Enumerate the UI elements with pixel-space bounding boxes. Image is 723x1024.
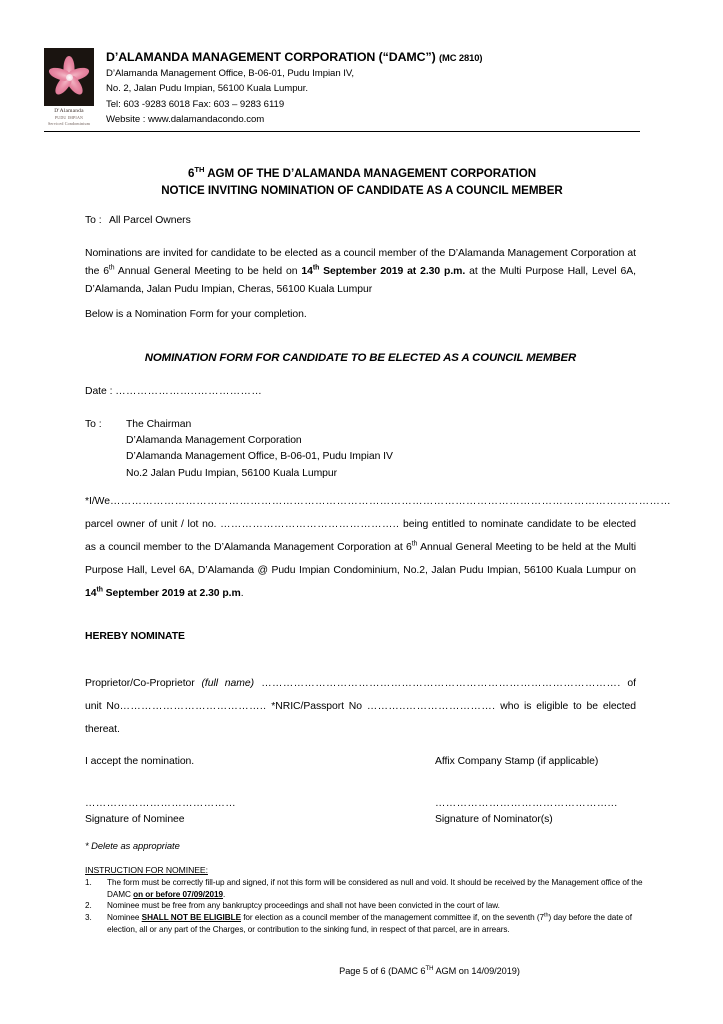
instruction-0-b: . [223,889,226,899]
declaration-meeting-day: 14 [85,587,97,599]
below-note: Below is a Nomination Form for your completion. [85,309,307,320]
address-line-2: No. 2, Jalan Pudu Impian, 56100 Kuala Lumpur. [106,83,309,95]
instruction-0-deadline: on or before 07/09/2019 [133,889,224,899]
website-line: Website : www.dalamandacondo.com [106,114,265,126]
declaration-name-field[interactable]: ………………………………………………………………………………………………………………………………………… [109,496,672,507]
notice-paragraph [85,245,636,299]
instructions-list [85,877,662,935]
title-line-1-rest: AGM OF THE D’ALAMANDA MANAGEMENT CORPORATION [204,167,537,180]
form-to-line-2: D’Alamanda Management Office, B-06-01, Pudu Impian IV [126,451,393,463]
instruction-0-a: The form must be correctly fill-up and signed, if not this form will be considered as null and void. It should be received by the Management office of the DAMC [107,878,643,899]
instruction-2-c: ) day before the date of election, all or any part of the Charges, or contribution to the sinking fund, in respect of that parcel, are in arrears. [107,912,632,934]
instruction-2-b: for election as a council member of the management committee if, on the seventh (7 [240,912,545,922]
page-footer [0,966,723,976]
date-label: Date : [85,386,116,397]
footer-post: AGM on 14/09/2019) [433,966,520,976]
notice-meeting-day: 14 [301,265,313,277]
date-field[interactable] [85,386,262,397]
addressee-value: All Parcel Owners [109,215,191,226]
logo-subtitle: PUDU IMPIAN [54,115,84,121]
letterhead-text [106,48,640,128]
instruction-text [107,900,662,912]
addressee [85,215,191,226]
instruction-number: 2. [85,901,92,911]
footer-pre: Page 5 of 6 (DAMC 6 [339,966,426,976]
instruction-2-a: Nominee [107,912,142,922]
page-title [60,165,664,199]
date-dotted-line: …………………..……………… [115,386,263,397]
logo-name-text: D'Alamanda [54,108,84,114]
logo-wordmark [44,106,94,127]
list-item [85,900,662,912]
instruction-2-ordinal: th [544,912,549,919]
declaration-paragraph[interactable] [85,491,672,605]
declaration-c: being entitled to nominate candidate to be elected as a council member to the D’Alamanda Management Corporation at 6 [85,518,636,553]
instructions-heading: INSTRUCTION FOR NOMINEE: [85,865,208,875]
notice-p1-b: Annual General Meeting to be held on [114,265,302,277]
company-name-text: D’ALAMANDA MANAGEMENT CORPORATION (“DAMC”) [106,50,436,64]
nominee-signature-label: Signature of Nominee [85,813,185,825]
notice-p1-a: Nominations are invited for candidate to be elected as a council member of the D’Alamanda Management Corporation at the 6 [85,248,636,277]
title-line-2: NOTICE INVITING NOMINATION OF CANDIDATE AS A COUNCIL MEMBER [161,184,563,198]
title-line-1 [60,165,664,182]
list-item [85,912,662,935]
notice-p1-c: at the Multi Purpose Hall, Level 6A, D’Alamanda, Jalan Pudu Impian, Cheras, 56100 Kuala Lumpur [85,265,636,295]
nominator-signature-line[interactable]: …………………………………………... [435,798,618,809]
declaration-unit-field[interactable]: ………………………………………….. [220,518,400,530]
addressee-label: To : [85,215,102,226]
title-agm-number: 6 [187,167,195,180]
instruction-text [107,877,662,900]
delete-as-appropriate-note: * Delete as appropriate [85,840,180,851]
declaration-iwe-label: *I/We [85,496,110,507]
nominee-signature-block[interactable] [85,796,257,827]
accept-nomination-text: I accept the nomination. [85,756,195,767]
form-to-line-3: No.2 Jalan Pudu Impian, 56100 Kuala Lumpur [126,467,338,479]
nominee-eligible-text: who is eligible to be elected thereat. [85,700,636,735]
form-to-line-0: The Chairman [126,419,192,430]
mc-number: (MC 2810) [438,52,483,63]
nominator-signature-label: Signature of Nominator(s) [435,813,553,825]
declaration-b: parcel owner of unit / lot no. [85,518,221,530]
notice-meeting-datetime: September 2019 at 2.30 p.m. [319,265,466,277]
contact-line: Tel: 603 -9283 6018 Fax: 603 – 9283 6119 [106,98,285,110]
company-stamp-label: Affix Company Stamp (if applicable) [435,756,599,767]
unit-no-label: of unit No [85,678,636,712]
form-addressee-block [85,417,393,482]
instruction-1-a: Nominee must be free from any bankruptcy proceedings and shall not have been convicted in the court of law. [107,901,500,911]
letterhead [44,48,640,128]
form-to-line-1: D’Alamanda Management Corporation [126,435,302,447]
header-divider [44,131,640,132]
hereby-nominate-heading: HEREBY NOMINATE [85,631,185,642]
form-title: NOMINATION FORM FOR CANDIDATE TO BE ELECTED AS A COUNCIL MEMBER [144,352,577,364]
list-item [85,877,662,900]
notice-p1-ordinal: th [108,264,115,272]
declaration-meeting-datetime: September 2019 at 2.30 p.m [102,587,241,599]
instruction-2-emphasis: SHALL NOT BE ELIGIBLE [141,912,241,922]
instruction-text [107,912,662,935]
notice-meeting-day-ordinal: th [312,264,320,272]
instruction-number: 3. [85,912,92,922]
declaration-d: Annual General Meeting to be held at the Multi Purpose Hall, Level 6A, D’Alamanda @ Pudu Impian Condominium, No.2, Jalan Pudu Impian, 56100 Kuala Lumpur on [85,541,637,576]
declaration-e: . [240,587,244,599]
form-to-label: To : [85,419,102,430]
flower-icon [44,48,94,106]
company-logo [44,48,96,127]
nric-field[interactable]: ………..……………………. [366,700,496,712]
title-ordinal-suffix: TH [194,165,205,175]
unit-no-field[interactable]: ………………………………….. [119,700,267,712]
logo-tagline: Serviced Condominium [47,121,91,127]
instruction-number: 1. [85,878,92,887]
nric-label: *NRIC/Passport No [266,700,367,712]
company-name [106,49,640,66]
declaration-agm-ordinal: th [411,540,418,548]
footer-ordinal: TH [425,965,434,972]
nominee-details-paragraph[interactable] [85,673,636,742]
proprietor-name-field[interactable]: ………………………………………………………………………………………. [253,678,621,689]
full-name-hint: (full name) [201,678,254,689]
nominator-signature-block[interactable] [435,796,621,827]
proprietor-label: Proprietor/Co-Proprietor [85,678,202,689]
declaration-meeting-day-ordinal: th [96,586,103,594]
address-line-1: D’Alamanda Management Office, B-06-01, Pudu Impian IV, [106,67,354,79]
nominee-signature-line[interactable]: …………………………………… [85,798,237,809]
